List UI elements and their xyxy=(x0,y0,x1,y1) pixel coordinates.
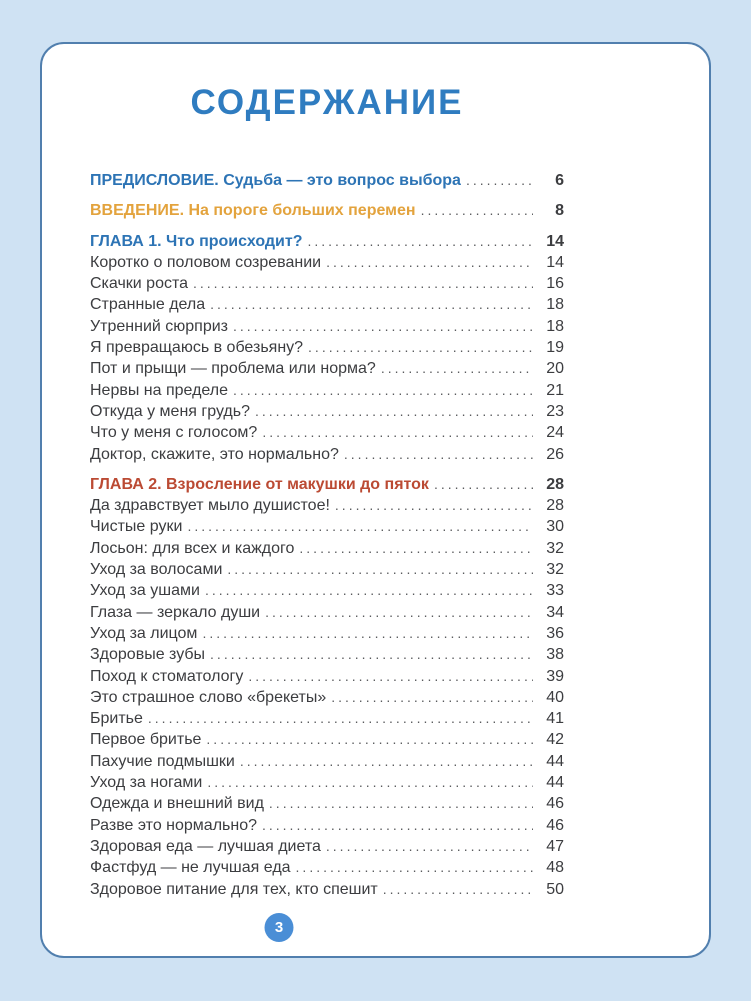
toc-entry-page: 30 xyxy=(546,518,564,536)
toc-entry-title: Одежда и внешний вид xyxy=(90,795,264,813)
toc-entry-page: 20 xyxy=(546,360,564,378)
toc-entry-page: 18 xyxy=(546,296,564,314)
toc-entry xyxy=(90,273,564,294)
dot-leader xyxy=(383,879,533,900)
toc-entry-title: Поход к стоматологу xyxy=(90,667,244,685)
toc-entry-page: 24 xyxy=(546,424,564,442)
dot-leader xyxy=(206,729,533,750)
dot-leader xyxy=(269,793,533,814)
toc-entry xyxy=(90,793,564,814)
dot-leader xyxy=(308,337,533,358)
toc-entry xyxy=(90,815,564,836)
toc-entry-page: 6 xyxy=(555,172,564,189)
dot-leader xyxy=(381,358,533,379)
toc-entry-title: Откуда у меня грудь? xyxy=(90,402,250,420)
toc-entry-title: Уход за волосами xyxy=(90,561,223,579)
toc-entry-page: 44 xyxy=(546,774,564,792)
toc-entry xyxy=(90,879,564,900)
dot-leader xyxy=(466,170,533,191)
dot-leader xyxy=(210,644,533,665)
toc-entry xyxy=(90,200,564,221)
toc-entry xyxy=(90,857,564,878)
dot-leader xyxy=(331,687,533,708)
toc-entry-title: ВВЕДЕНИЕ. На пороге больших перемен xyxy=(90,202,416,220)
toc-entry-title: Фастфуд — не лучшая еда xyxy=(90,859,291,877)
dot-leader xyxy=(187,516,533,537)
toc-entry-page: 46 xyxy=(546,816,564,834)
dot-leader xyxy=(335,495,533,516)
toc-entry xyxy=(90,666,564,687)
toc-entry-page: 36 xyxy=(546,624,564,642)
toc-entry-title: Пот и прыщи — проблема или норма? xyxy=(90,360,376,378)
toc-entry-title: Да здравствует мыло душистое! xyxy=(90,497,330,515)
toc-entry xyxy=(90,231,564,252)
toc-entry-page: 48 xyxy=(546,859,564,877)
dot-leader xyxy=(421,200,533,221)
toc-entry-title: Скачки роста xyxy=(90,275,189,293)
toc-entry-title: Здоровая еда — лучшая диета xyxy=(90,837,321,855)
dot-leader xyxy=(265,602,533,623)
toc-entry xyxy=(90,538,564,559)
toc-entry-page: 32 xyxy=(546,561,564,579)
toc-entry xyxy=(90,580,564,601)
toc-entry-page: 38 xyxy=(546,646,564,664)
toc-entry-title: Лосьон: для всех и каждого xyxy=(90,539,295,557)
toc-entry xyxy=(90,602,564,623)
dot-leader xyxy=(227,559,533,580)
toc-entry-title: Странные дела xyxy=(90,296,206,314)
toc-entry xyxy=(90,623,564,644)
toc-entry xyxy=(90,252,564,273)
dot-leader xyxy=(307,231,533,252)
toc-entry xyxy=(90,380,564,401)
toc-entry-page: 8 xyxy=(555,202,564,220)
toc-entry-page: 50 xyxy=(546,880,564,898)
toc-entry xyxy=(90,729,564,750)
toc-entry-page: 42 xyxy=(546,731,564,749)
toc-entry xyxy=(90,751,564,772)
dot-leader xyxy=(262,422,533,443)
dot-leader xyxy=(434,474,533,495)
toc-entry-title: Уход за ногами xyxy=(90,774,203,792)
dot-leader xyxy=(205,580,533,601)
dot-leader xyxy=(193,273,533,294)
toc-entry xyxy=(90,644,564,665)
toc-entry-title: Уход за ушами xyxy=(90,582,200,600)
dot-leader xyxy=(240,751,533,772)
toc-entry-title: Утренний сюрприз xyxy=(90,317,229,335)
table-of-contents xyxy=(90,170,564,900)
page-number: 3 xyxy=(274,919,284,936)
toc-entry-page: 33 xyxy=(546,582,564,600)
toc-entry-page: 44 xyxy=(546,752,564,770)
toc-entry-title: Здоровое питание для тех, кто спешит xyxy=(90,880,378,898)
toc-entry xyxy=(90,495,564,516)
dot-leader xyxy=(344,444,533,465)
toc-entry-page: 16 xyxy=(546,275,564,293)
toc-entry-title: Бритье xyxy=(90,710,143,728)
toc-entry xyxy=(90,358,564,379)
toc-entry-title: Я превращаюсь в обезьяну? xyxy=(90,339,304,357)
toc-entry-title: Доктор, скажите, это нормально? xyxy=(90,445,339,463)
toc-entry-title: Это страшное слово «брекеты» xyxy=(90,688,327,706)
dot-leader xyxy=(326,836,533,857)
toc-entry xyxy=(90,772,564,793)
dot-leader xyxy=(248,666,533,687)
toc-entry-page: 34 xyxy=(546,603,564,621)
toc-entry-page: 46 xyxy=(546,795,564,813)
toc-entry-title: Глаза — зеркало души xyxy=(90,603,261,621)
toc-entry-title: Пахучие подмышки xyxy=(90,752,235,770)
toc-entry xyxy=(90,337,564,358)
dot-leader xyxy=(233,380,533,401)
toc-entry-page: 39 xyxy=(546,667,564,685)
toc-entry-page: 23 xyxy=(546,402,564,420)
dot-leader xyxy=(299,538,533,559)
toc-entry-title: Нервы на пределе xyxy=(90,381,229,399)
dot-leader xyxy=(255,401,533,422)
dot-leader xyxy=(148,708,533,729)
toc-entry-page: 47 xyxy=(546,837,564,855)
toc-entry-page: 14 xyxy=(546,232,564,250)
toc-entry-title: Первое бритье xyxy=(90,731,202,749)
page-content xyxy=(42,44,564,956)
toc-entry-page: 41 xyxy=(546,710,564,728)
toc-entry xyxy=(90,401,564,422)
dot-leader xyxy=(262,815,533,836)
toc-entry-title: Разве это нормально? xyxy=(90,816,257,834)
toc-entry xyxy=(90,316,564,337)
toc-entry xyxy=(90,422,564,443)
page-number-badge xyxy=(265,913,294,942)
toc-entry-title: ГЛАВА 1. Что происходит? xyxy=(90,232,303,250)
dot-leader xyxy=(210,294,533,315)
toc-entry-page: 28 xyxy=(546,497,564,515)
toc-entry xyxy=(90,687,564,708)
toc-entry xyxy=(90,294,564,315)
toc-entry-title: Чистые руки xyxy=(90,518,183,536)
dot-leader xyxy=(202,623,533,644)
toc-entry-title: Коротко о половом созревании xyxy=(90,253,322,271)
toc-entry-page: 28 xyxy=(546,475,564,493)
toc-entry xyxy=(90,444,564,465)
toc-entry-page: 21 xyxy=(546,381,564,399)
toc-entry-title: ГЛАВА 2. Взросление от макушки до пяток xyxy=(90,475,429,493)
toc-entry-title: Что у меня с голосом? xyxy=(90,424,258,442)
dot-leader xyxy=(233,316,533,337)
toc-entry xyxy=(90,708,564,729)
toc-entry-page: 19 xyxy=(546,339,564,357)
toc-entry xyxy=(90,836,564,857)
toc-entry-title: Уход за лицом xyxy=(90,624,198,642)
dot-leader xyxy=(296,857,533,878)
toc-entry-title: ПРЕДИСЛОВИЕ. Судьба — это вопрос выбора xyxy=(90,172,461,189)
dot-leader xyxy=(207,772,533,793)
toc-entry-page: 40 xyxy=(546,688,564,706)
toc-entry-page: 26 xyxy=(546,445,564,463)
toc-entry-page: 18 xyxy=(546,317,564,335)
toc-entry-title: Здоровые зубы xyxy=(90,646,206,664)
dot-leader xyxy=(326,252,533,273)
toc-entry-page: 32 xyxy=(546,539,564,557)
page-title: СОДЕРЖАНИЕ xyxy=(190,83,464,122)
book-page xyxy=(40,42,711,958)
toc-entry xyxy=(90,474,564,495)
toc-entry xyxy=(90,170,564,191)
toc-entry xyxy=(90,516,564,537)
toc-entry xyxy=(90,559,564,580)
toc-entry-page: 14 xyxy=(546,253,564,271)
